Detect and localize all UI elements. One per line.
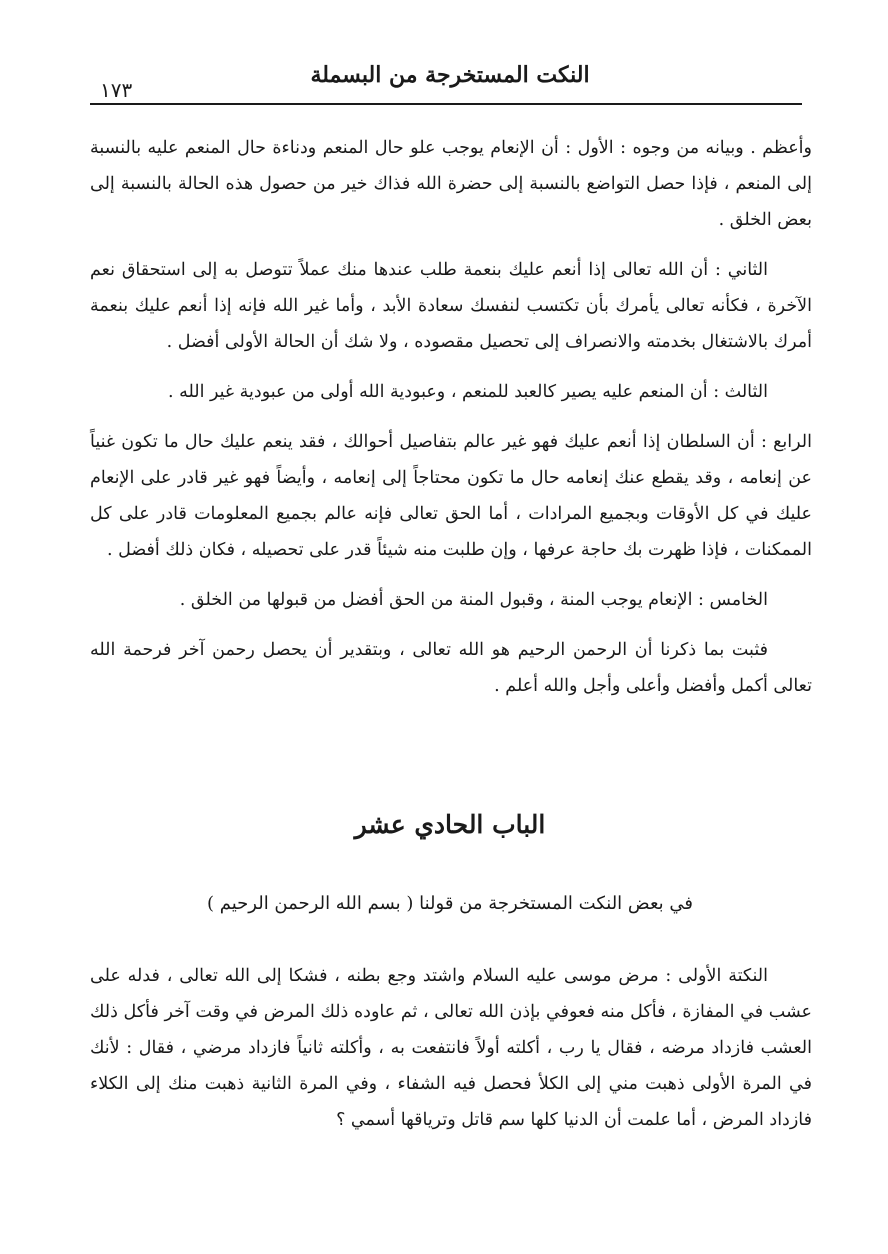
- running-title: النكت المستخرجة من البسملة: [310, 62, 590, 88]
- chapter-heading: الباب الحادي عشر: [354, 810, 546, 839]
- paragraph-conclusion: فثبت بما ذكرنا أن الرحمن الرحيم هو الله تعالى ، وبتقدير أن يحصل رحمن آخر فرحمة الله تعالى أكمل وأفضل وأعلى وأجل والله أعلم .: [90, 640, 812, 696]
- section-body-top: [90, 130, 812, 718]
- paragraph-intro: وأعظم . وبيانه من وجوه : الأول : أن الإنعام يوجب علو حال المنعم ودناءة حال المنعم عليه بالنسبة إلى المنعم ، فإذا حصل التواضع بالنسبة إلى حضرة الله فذاك خير من حصول هذه الحالة بالنسبة إلى بعض الخلق .: [90, 138, 812, 230]
- page-number: ١٧٣: [100, 78, 133, 102]
- paragraph-second: الثاني : أن الله تعالى إذا أنعم عليك بنعمة طلب عندها منك عملاً تتوصل به إلى استحقاق نعم الآخرة ، فكأنه تعالى يأمرك بأن تكتسب لنفسك سعادة الأبد ، وأما غير الله فإنه إذا أنعم عليك بنعمة أمرك بالاشتغال بخدمته والانصراف إلى تحصيل مقصوده ، ولا شك أن الحالة الأولى أفضل .: [90, 260, 812, 352]
- section-body-bottom: [90, 958, 812, 1152]
- paragraph-first-point: النكتة الأولى : مرض موسى عليه السلام واشتد وجع بطنه ، فشكا إلى الله تعالى ، فدله على عشب في المفازة ، فأكل منه فعوفي بإذن الله تعالى ، ثم عاوده ذلك المرض في وقت آخر فأكل ذلك العشب فازداد مرضه ، فقال يا رب ، أكلته أولاً فانتفعت به ، وأكلته ثانياً فازداد مرضي ، فقال : لأنك في المرة الأولى ذهبت مني إلى الكلأ فحصل فيه الشفاء ، وفي المرة الثانية ذهبت منك إلى الكلاء فازداد المرض ، أما علمت أن الدنيا كلها سم قاتل وترياقها أسمي ؟: [90, 966, 812, 1130]
- paragraph-third: الثالث : أن المنعم عليه يصير كالعبد للمنعم ، وعبودية الله أولى من عبودية غير الله .: [167, 382, 768, 402]
- header-rule: [90, 103, 802, 105]
- paragraph-fourth: الرابع : أن السلطان إذا أنعم عليك فهو غير عالم بتفاصيل أحوالك ، فقد ينعم عليك حال ما تكون غنياً عن إنعامه ، وقد يقطع عنك إنعامه حال ما تكون محتاجاً إلى إنعامه ، وأيضاً فهو غير قادر على الإنعام عليك في كل الأوقات وبجميع المرادات ، أما الحق تعالى فإنه عالم بجميع المعلومات قادر على كل الممكنات ، فإذا ظهرت بك حاجة عرفها ، وإن طلبت منه شيئاً قدر على تحصيله ، فكان ذلك أفضل .: [90, 432, 812, 560]
- chapter-subtitle: في بعض النكت المستخرجة من قولنا ( بسم الله الرحمن الرحيم ): [207, 893, 693, 914]
- paragraph-fifth: الخامس : الإنعام يوجب المنة ، وقبول المنة من الحق أفضل من قبولها من الخلق .: [179, 590, 768, 610]
